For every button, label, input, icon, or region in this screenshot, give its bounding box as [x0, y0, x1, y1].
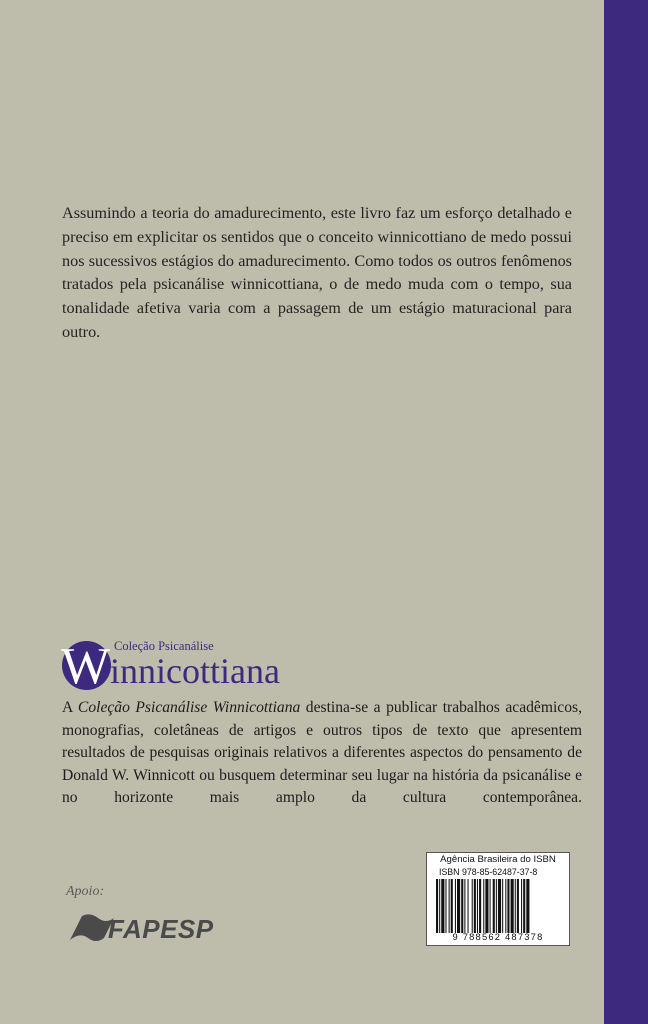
logo-wordmark: innicottiana — [110, 651, 280, 691]
logo-initial: W — [61, 638, 111, 695]
support-label: Apoio: — [66, 884, 105, 899]
collection-paragraph — [62, 697, 582, 810]
barcode-isbn: ISBN 978-85-62487-37-8 — [439, 867, 538, 877]
book-spine — [604, 0, 648, 1024]
fapesp-wordmark: FAPESP — [108, 914, 214, 944]
collection-description — [62, 697, 582, 810]
isbn-barcode — [426, 852, 570, 946]
logo-top-line: Coleção Psicanálise — [114, 639, 214, 653]
collection-prefix: A — [62, 699, 78, 716]
barcode-digits: 9 788562 487378 — [452, 931, 544, 942]
collection-body: destina-se a publicar trabalhos acadêmicos, monografias, coletâneas de artigos e outros tipos de texto que apresentem resultados de pesquisas originais relativos a diferentes aspectos do pensamento de Donald W. Winnicott ou busquem determinar seu lugar na história da psicanálise e no horizonte mais amplo da cultura contemporânea. — [62, 699, 582, 807]
collection-title: Coleção Psicanálise Winnicottiana — [77, 699, 301, 716]
blurb-paragraph: Assumindo a teoria do amadurecimento, este livro faz um esforço detalhado e preciso em explicitar os sentidos que o conceito winnicottiano de medo possui nos sucessivos estágios do amadurecimento. Como todos os outros fenômenos tratados pela psicanálise winnicottiana, o de medo muda com o tempo, sua tonalidade afetiva varia com a passagem de um estágio maturacional para outro. — [62, 204, 572, 341]
barcode-bars — [435, 879, 561, 933]
fapesp-logo — [68, 910, 228, 946]
barcode-agency: Agência Brasileira do ISBN — [440, 854, 556, 865]
book-blurb — [62, 202, 572, 345]
support-section — [66, 884, 236, 954]
collection-logo — [62, 637, 362, 697]
